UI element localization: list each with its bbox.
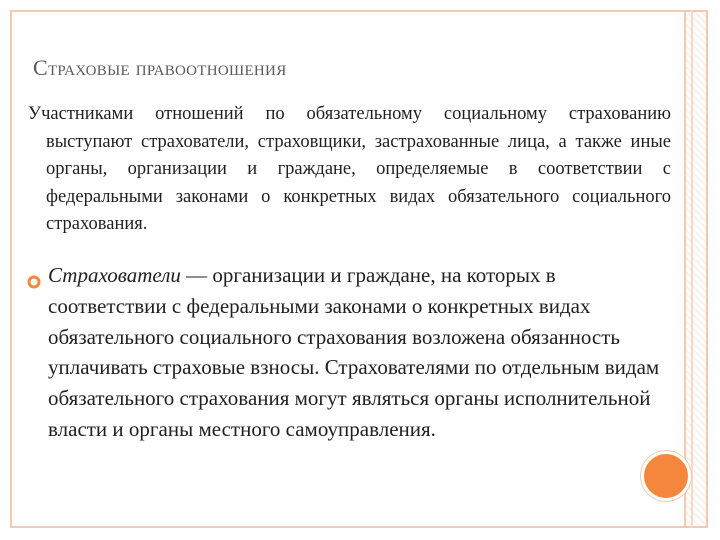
intro-paragraph xyxy=(28,101,671,239)
bullet-item xyxy=(48,260,660,445)
bullet-term: Страхователи xyxy=(48,263,181,287)
orange-circle-decoration xyxy=(641,451,691,501)
slide-title: Страховые правоотношения xyxy=(33,55,287,80)
decorative-side-bar xyxy=(684,10,708,528)
intro-paragraph-text: Участниками отношений по обязательному социальному страхованию выступают страхователи, страховщики, застрахованные лица, а также иные органы, организации и граждане, определяемые в соответствии с федеральными законами о конкретных видах обязательного социального страхования. xyxy=(28,104,671,234)
bullet-definition: — организации и граждане, на которых в соответствии с федеральными законами о конкретных видах обязательного социального страхования возложена обязанность уплачивать страховые взносы. Страхователями по отдельным видам обязательного страхования могут являться органы исполнительной власти и органы местного самоуправления. xyxy=(48,263,660,441)
ring-bullet-icon xyxy=(27,275,41,289)
